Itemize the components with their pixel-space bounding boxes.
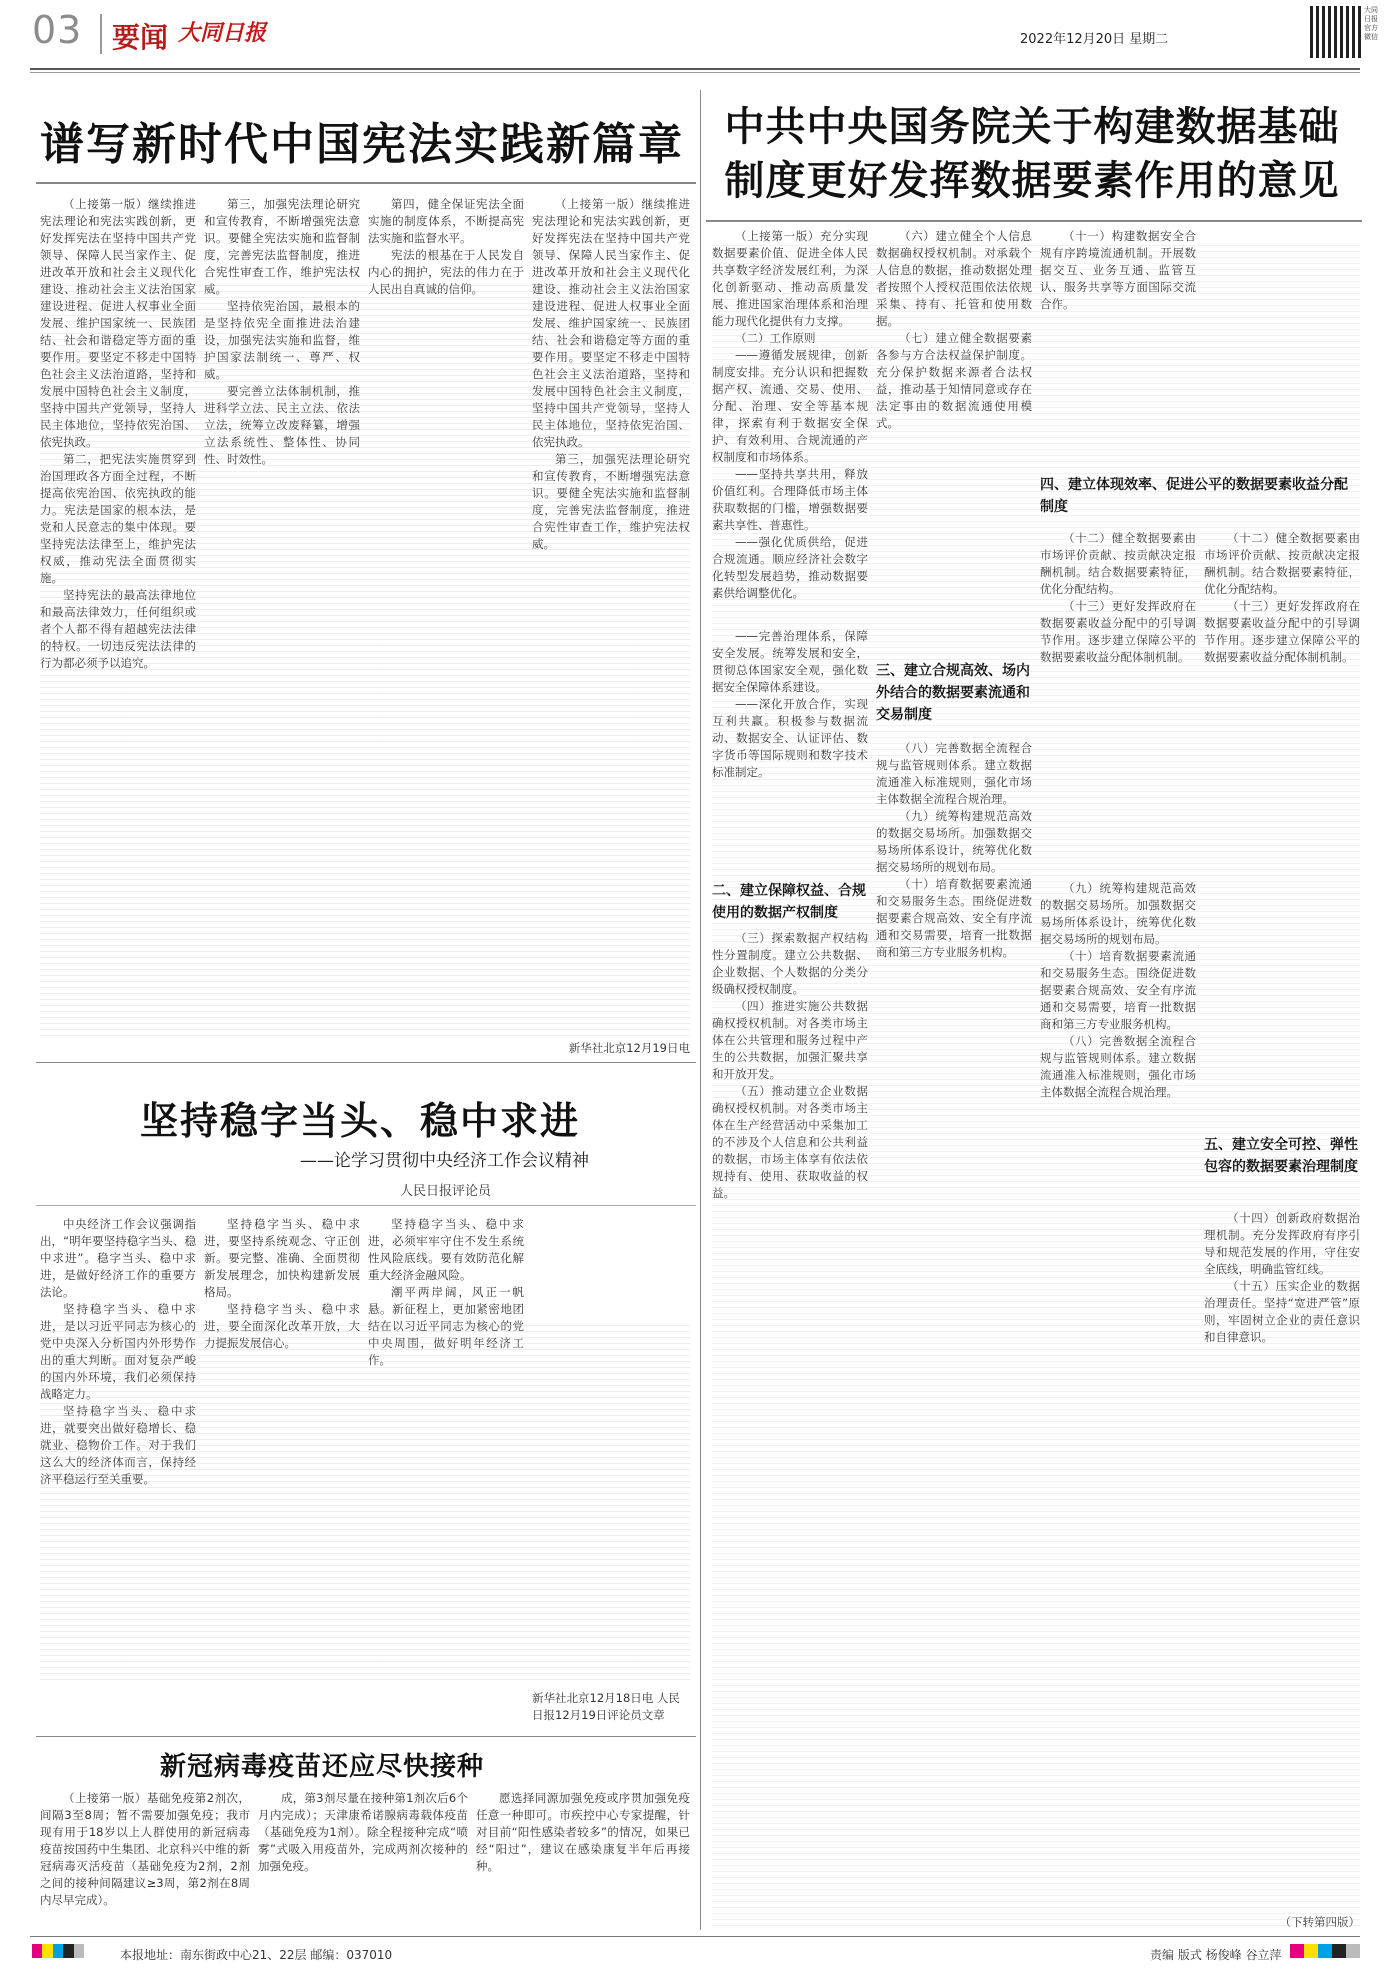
article4-para: 成，第3剂尽量在接种第1剂次后6个月内完成）；天津康希诺腺病毒载体疫苗（基础免疫为1剂）。除全程接种完成“喷雾”式吸入用疫苗外，完成两剂次接种的加强免疫。 bbox=[258, 1791, 468, 1873]
article-separator bbox=[36, 1062, 696, 1063]
article3-para: （二）工作原则 bbox=[735, 331, 816, 345]
article3-para: （十）培育数据要素流通和交易服务生态。围绕促进数据要素合规高效、安全有序流通和交易需要，培育一批数据商和第三方专业服务机构。 bbox=[1040, 949, 1196, 1031]
page-column-divider bbox=[700, 90, 701, 1930]
color-registration-bar bbox=[1290, 1944, 1360, 1958]
article1-para: 第三，加强宪法理论研究和宣传教育，不断增强宪法意识。要健全宪法实施和监督制度，完善宪法监督制度，推进合宪性审查工作，维护宪法权威。 bbox=[532, 452, 690, 551]
article2-para: 坚持稳字当头、稳中求进，是以习近平同志为核心的党中央深入分析国内外形势作出的重大判断。面对复杂严峻的国内外环境，我们必须保持战略定力。 bbox=[40, 1302, 196, 1401]
article2-title-rule bbox=[36, 1205, 696, 1206]
page-number: 03 bbox=[32, 8, 83, 52]
article3-para: （九）统筹构建规范高效的数据交易场所。加强数据交易场所体系设计，统筹优化数据交易场所的规划布局。 bbox=[1040, 881, 1196, 946]
article3-para: ——遵循发展规律，创新制度安排。充分认识和把握数据产权、流通、交易、使用、分配、治理、安全等基本规律，探索有利于数据安全保护、有效利用、合规流通的产权制度和市场体系。 bbox=[712, 348, 868, 464]
article3-para: （十二）健全数据要素由市场评价贡献、按贡献决定报酬机制。结合数据要素特征，优化分配结构。 bbox=[1040, 531, 1196, 596]
article2-subtitle: ——论学习贯彻中央经济工作会议精神 bbox=[300, 1151, 589, 1171]
article3-para: （十二）健全数据要素由市场评价贡献、按贡献决定报酬机制。结合数据要素特征，优化分配结构。 bbox=[1204, 531, 1360, 596]
article3-para: （上接第一版）充分实现数据要素价值、促进全体人民共享数字经济发展红利，为深化创新驱动、推动高质量发展、推进国家治理体系和治理能力现代化提供有力支撑。 bbox=[712, 229, 868, 328]
article3-para: （十三）更好发挥政府在数据要素收益分配中的引导调节作用。逐步建立保障公平的数据要素收益分配体制机制。 bbox=[1040, 599, 1196, 664]
article1-body-texture bbox=[40, 280, 690, 1040]
header-rule-thin bbox=[30, 72, 1360, 73]
qr-caption: 大同日报官方微信 bbox=[1364, 6, 1378, 41]
article2-title: 坚持稳字当头、稳中求进 bbox=[140, 1099, 581, 1143]
article1-title-rule bbox=[36, 182, 696, 184]
qr-code-icon bbox=[1310, 6, 1362, 58]
article1-title: 谱写新时代中国宪法实践新篇章 bbox=[40, 119, 684, 170]
article3-para: （四）推进实施公共数据确权授权机制。对各类市场主体在公共管理和服务过程中产生的公共数据，加强汇聚共享和开放开发。 bbox=[712, 999, 868, 1081]
article3-title-rule bbox=[706, 220, 1362, 222]
article1-para: 第三，加强宪法理论研究和宣传教育，不断增强宪法意识。要健全宪法实施和监督制度，完善宪法监督制度，推进合宪性审查工作，维护宪法权威。 bbox=[204, 197, 360, 296]
article1-para: （上接第一版）继续推进宪法理论和宪法实践创新，更好发挥宪法在坚持中国共产党领导、保障人民当家作主、促进改革开放和社会主义现代化建设、推动社会主义法治国家建设进程、促进人权事业全面发展、维护国家统一、民族团结、社会和谐稳定等方面的重要作用。要坚定不移走中国特色社会主义法治道路，坚持和发展中国特色社会主义制度，坚持中国共产党领导，坚持人民主体地位，坚持依宪治国、依宪执政。 bbox=[532, 197, 690, 449]
article1-para: 要完善立法体制机制，推进科学立法、民主立法、依法立法，统筹立改废释纂，增强立法系统性、整体性、协同性、时效性。 bbox=[204, 384, 360, 466]
article3-para: （九）统筹构建规范高效的数据交易场所。加强数据交易场所体系设计，统筹优化数据交易场所的规划布局。 bbox=[876, 809, 1032, 874]
article1-para: 宪法的根基在于人民发自内心的拥护，宪法的伟力在于人民出自真诚的信仰。 bbox=[368, 248, 524, 296]
article3-heading: 五、建立安全可控、弹性包容的数据要素治理制度 bbox=[1204, 1137, 1358, 1175]
issue-date: 2022年12月20日 星期二 bbox=[1020, 32, 1169, 47]
article2-dateline: 新华社北京12月18日电 人民日报12月19日评论员文章 bbox=[532, 1691, 680, 1722]
article2-para: 坚持稳字当头、稳中求进，就要突出做好稳增长、稳就业、稳物价工作。对于我们这么大的经济体而言，保持经济平稳运行至关重要。 bbox=[40, 1404, 196, 1486]
article1-para: （上接第一版）继续推进宪法理论和宪法实践创新，更好发挥宪法在坚持中国共产党领导、保障人民当家作主、促进改革开放和社会主义现代化建设、推动社会主义法治国家建设进程、促进人权事业全面发展、维护国家统一、民族团结、社会和谐稳定等方面的重要作用。要坚定不移走中国特色社会主义法治道路，坚持和发展中国特色社会主义制度，坚持中国共产党领导，坚持人民主体地位，坚持依宪治国、依宪执政。 bbox=[40, 197, 196, 449]
article1-para: 坚持宪法的最高法律地位和最高法律效力，任何组织或者个人都不得有超越宪法法律的特权。一切违反宪法法律的行为都必须予以追究。 bbox=[40, 588, 196, 670]
footer-address: 本报地址：南东街政中心21、22层 邮编：037010 bbox=[120, 1948, 393, 1962]
article3-heading: 二、建立保障权益、合规使用的数据产权制度 bbox=[712, 883, 866, 921]
article3-heading: 四、建立体现效率、促进公平的数据要素收益分配制度 bbox=[1040, 477, 1348, 515]
article3-para: （七）建立健全数据要素各参与方合法权益保护制度。充分保护数据来源者合法权益，推动基于知情同意或存在法定事由的数据流通使用模式。 bbox=[876, 331, 1032, 430]
article2-para: 中央经济工作会议强调指出，“明年要坚持稳字当头、稳中求进”。稳字当头、稳中求进，是做好经济工作的重要方法论。 bbox=[40, 1217, 196, 1299]
article2-para: 坚持稳字当头、稳中求进，必须牢牢守住不发生系统性风险底线。要有效防范化解重大经济金融风险。 bbox=[368, 1217, 524, 1282]
article4-para: 愿选择同源加强免疫或序贯加强免疫任意一种即可。市疾控中心专家提醒，针对目前“阳性感染者较多”的情况，如果已经“阳过”，建议在感染康复半年后再接种。 bbox=[476, 1791, 690, 1873]
footer-rule bbox=[30, 1936, 1360, 1937]
article3-para: （五）推动建立企业数据确权授权机制。对各类市场主体在生产经营活动中采集加工的不涉及个人信息和公共利益的数据，市场主体享有依法依规持有、使用、获取收益的权益。 bbox=[712, 1084, 868, 1200]
article3-title: 中共中央国务院关于构建数据基础制度更好发挥数据要素作用的意见 bbox=[724, 104, 1340, 204]
article4-col2 bbox=[258, 1790, 468, 1928]
article2-para: 坚持稳字当头、稳中求进，要坚持系统观念、守正创新。要完整、准确、全面贯彻新发展理念，加快构建新发展格局。 bbox=[204, 1217, 360, 1299]
article3-para: （三）探索数据产权结构性分置制度。建立公共数据、企业数据、个人数据的分类分级确权授权制度。 bbox=[712, 931, 868, 996]
article4-title: 新冠病毒疫苗还应尽快接种 bbox=[160, 1752, 485, 1782]
article3-para: ——强化优质供给，促进合规流通。顺应经济社会数字化转型发展趋势，推动数据要素供给调整优化。 bbox=[712, 535, 868, 600]
article3-para: （八）完善数据全流程合规与监管规则体系。建立数据流通准入标准规则，强化市场主体数据全流程合规治理。 bbox=[1040, 1034, 1196, 1099]
article4-col3 bbox=[476, 1790, 690, 1928]
article1-para: 坚持依宪治国，最根本的是坚持依宪全面推进法治建设，加强宪法实施和监督，维护国家法制统一、尊严、权威。 bbox=[204, 299, 360, 381]
article1-para: 第二，把宪法实施贯穿到治国理政各方面全过程，不断提高依宪治国、依宪执政的能力。宪法是国家的根本法，是党和人民意志的集中体现。要坚持宪法法律至上，维护宪法权威，推动宪法全面贯彻实施。 bbox=[40, 452, 196, 585]
article3-para: ——坚持共享共用，释放价值红利。合理降低市场主体获取数据的门槛，增强数据要素共享性、普惠性。 bbox=[712, 467, 868, 532]
article3-para: （十四）创新政府数据治理机制。充分发挥政府有序引导和规范发展的作用，守住安全底线，明确监管红线。 bbox=[1204, 1211, 1360, 1276]
article3-body-texture bbox=[712, 240, 1360, 1930]
article3-para: （八）完善数据全流程合规与监管规则体系。建立数据流通准入标准规则，强化市场主体数据全流程合规治理。 bbox=[876, 741, 1032, 806]
article2-byline: 人民日报评论员 bbox=[400, 1184, 492, 1199]
article4-para: （上接第一版）基础免疫第2剂次，间隔3至8周；暂不需要加强免疫；我市现有用于18岁以上人群使用的新冠病毒疫苗按国药中生集团、北京科兴中维的新冠病毒灭活疫苗（基础免疫为2剂，2剂之间的接种间隔建议≥3周，第2剂在8周内尽早完成）。 bbox=[40, 1791, 250, 1907]
header-rule bbox=[30, 68, 1360, 70]
article4-col1 bbox=[40, 1790, 250, 1928]
newspaper-logo: 大同日报 bbox=[178, 20, 267, 46]
article3-para: （十三）更好发挥政府在数据要素收益分配中的引导调节作用。逐步建立保障公平的数据要素收益分配体制机制。 bbox=[1204, 599, 1360, 664]
article1-dateline: 新华社北京12月19日电 bbox=[568, 1041, 690, 1055]
section-title: 要闻 bbox=[112, 21, 169, 54]
article1-para: 第四，健全保证宪法全面实施的制度体系，不断提高宪法实施和监督水平。 bbox=[368, 197, 524, 245]
footer-editors: 责编 版式 杨俊峰 谷立萍 bbox=[1150, 1948, 1282, 1962]
article3-para: ——完善治理体系，保障安全发展。统筹发展和安全，贯彻总体国家安全观，强化数据安全保障体系建设。 bbox=[712, 629, 868, 694]
article3-para: （六）建立健全个人信息数据确权授权机制。对承载个人信息的数据，推动数据处理者按照个人授权范围依法依规采集、持有、托管和使用数据。 bbox=[876, 229, 1032, 328]
article3-continued: （下转第四版） bbox=[1279, 1915, 1360, 1929]
article2-para: 坚持稳字当头、稳中求进，要全面深化改革开放，大力提振发展信心。 bbox=[204, 1302, 360, 1350]
article-separator bbox=[36, 1736, 696, 1737]
article3-para: ——深化开放合作，实现互利共赢。积极参与数据流动、数据安全、认证评估、数字货币等国际规则和数字技术标准制定。 bbox=[712, 697, 868, 779]
article2-body-texture bbox=[40, 1320, 690, 1680]
masthead-divider bbox=[100, 14, 102, 54]
article3-para: （十）培育数据要素流通和交易服务生态。围绕促进数据要素合规高效、安全有序流通和交易需要，培育一批数据商和第三方专业服务机构。 bbox=[876, 877, 1032, 959]
article3-heading: 三、建立合规高效、场内外结合的数据要素流通和交易制度 bbox=[876, 663, 1030, 723]
article2-para: 潮平两岸阔，风正一帆悬。新征程上，更加紧密地团结在以习近平同志为核心的党中央周围，做好明年经济工作。 bbox=[368, 1285, 524, 1367]
article3-para: （十一）构建数据安全合规有序跨境流通机制。开展数据交互、业务互通、监管互认、服务共享等方面国际交流合作。 bbox=[1040, 229, 1196, 311]
article3-para: （十五）压实企业的数据治理责任。坚持“宽进严管”原则，牢固树立企业的责任意识和自律意识。 bbox=[1204, 1279, 1360, 1344]
color-registration-bar bbox=[32, 1944, 84, 1958]
